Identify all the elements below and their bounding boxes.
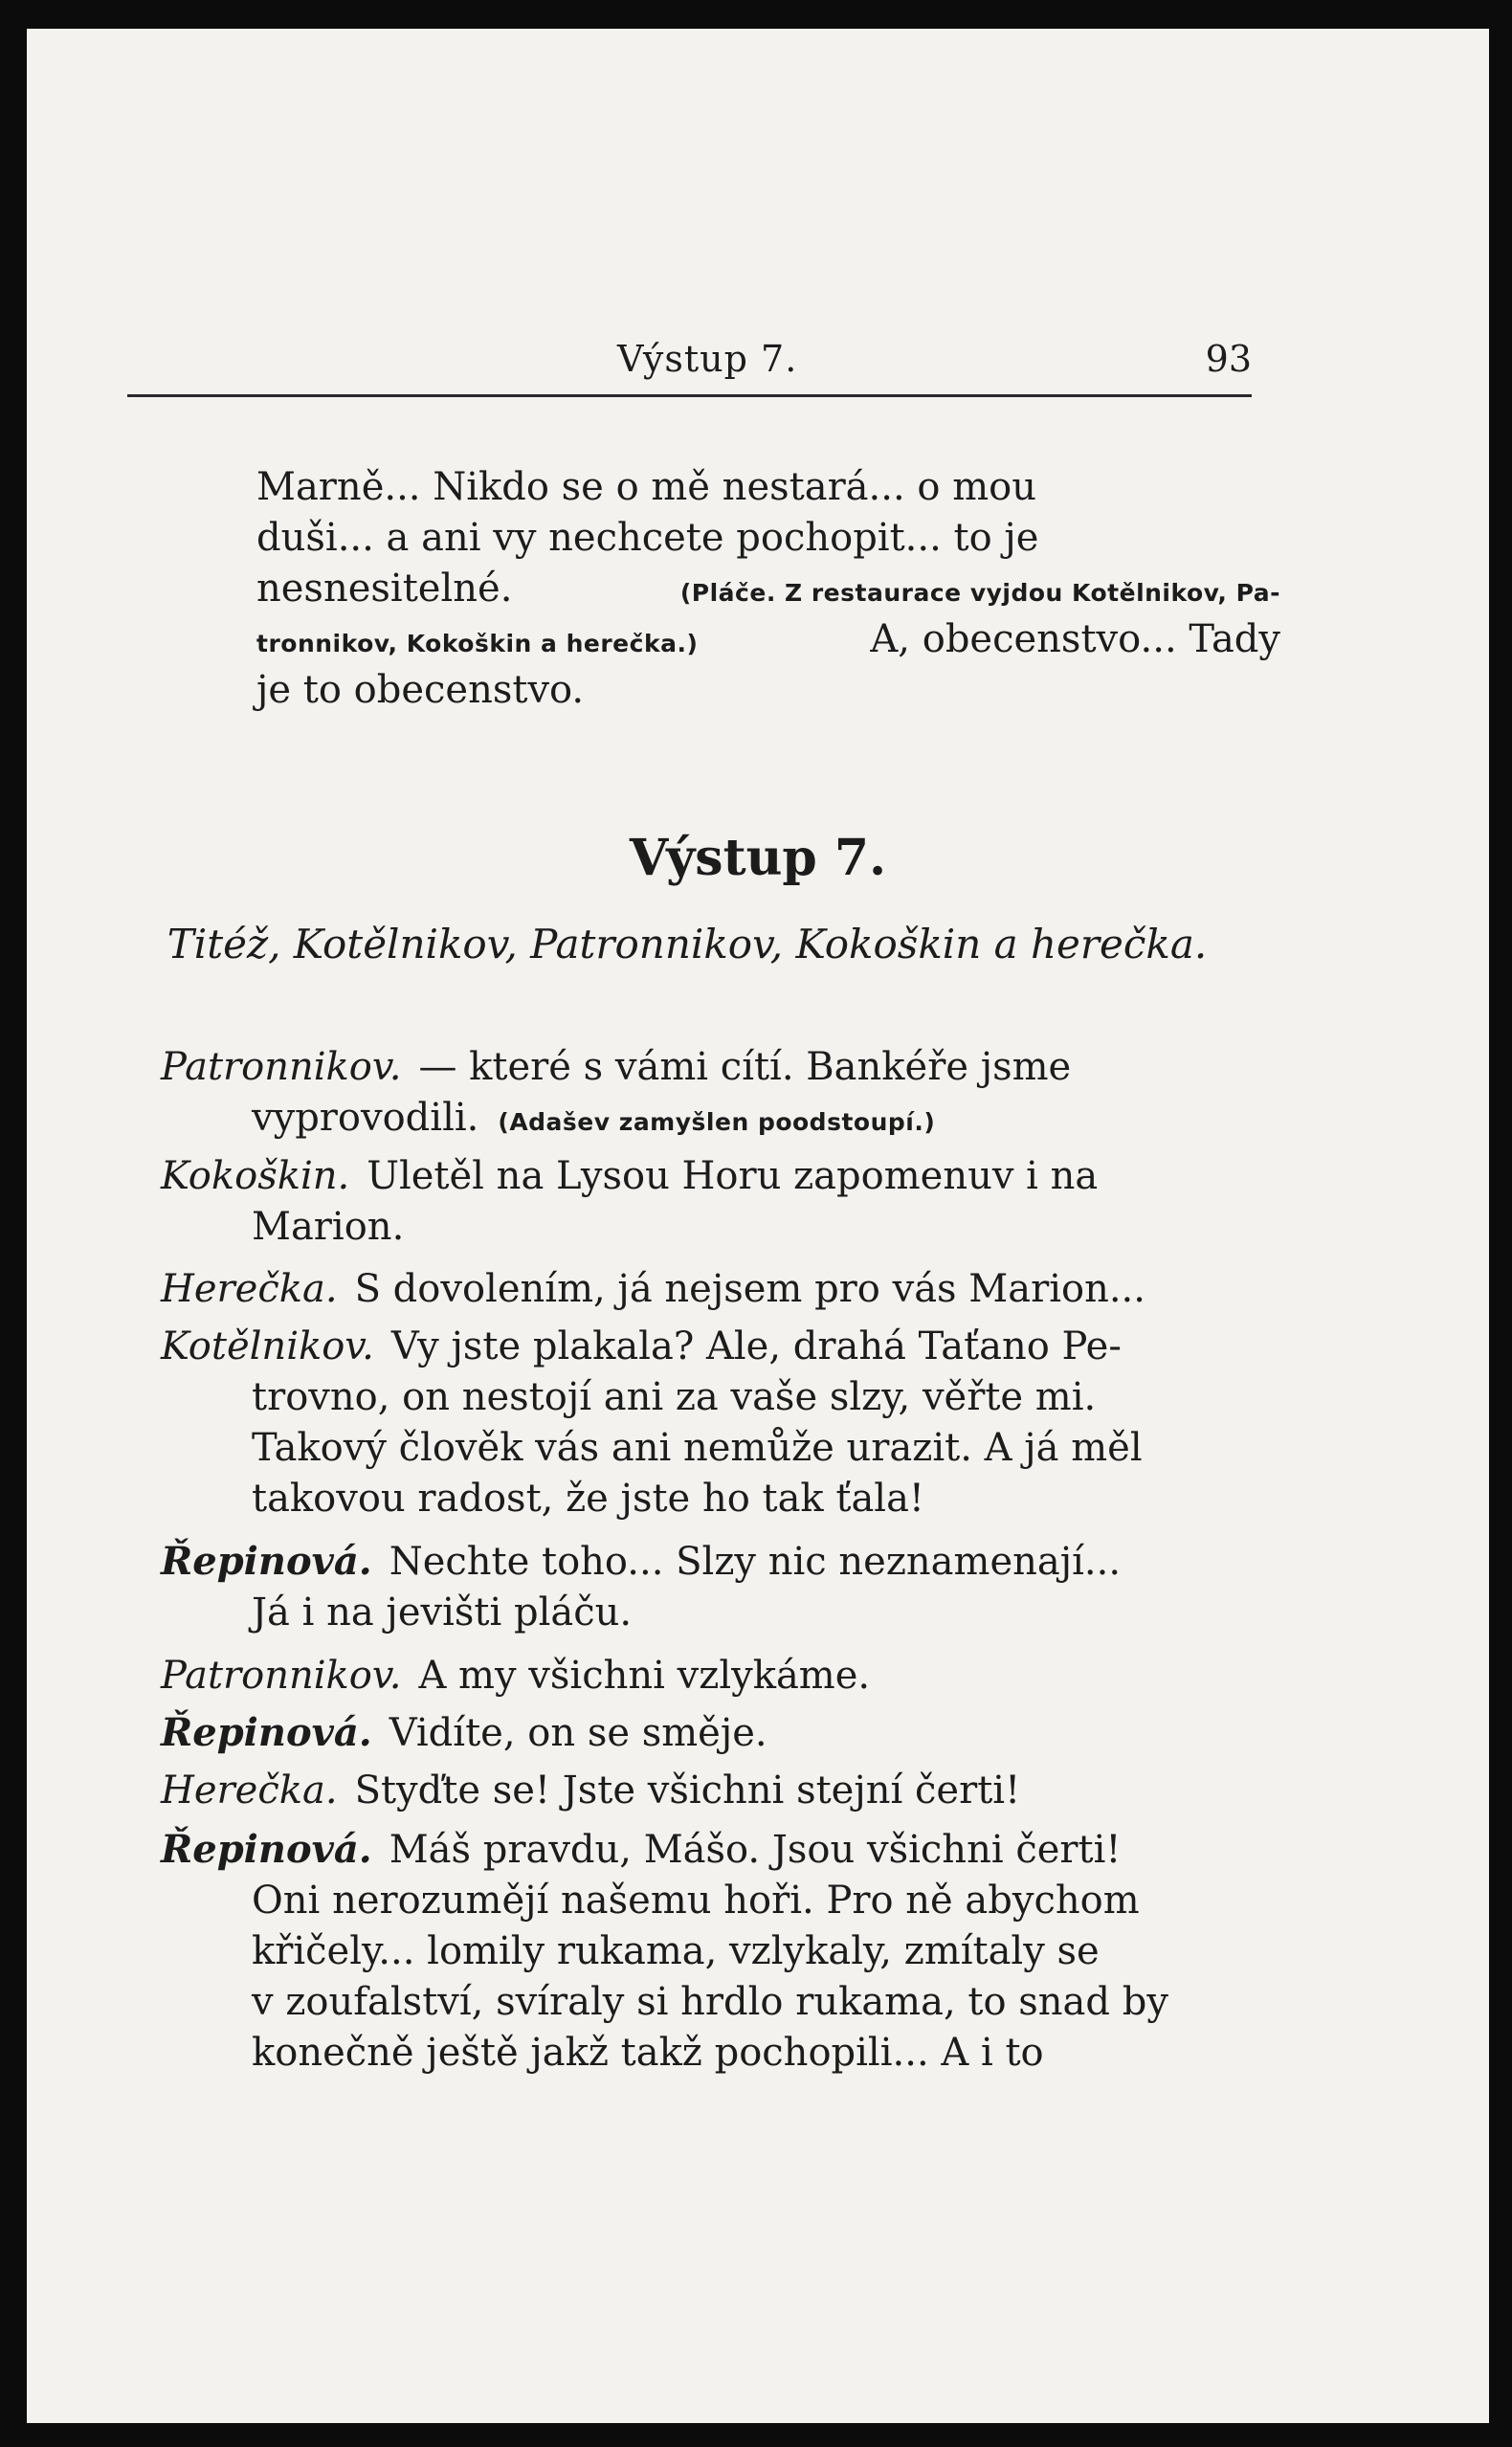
speech-text: Oni nerozumějí našemu hoři. Pro ně abychom xyxy=(252,1879,1140,1923)
speech-text: Máš pravdu, Mášo. Jsou všichni čerti! xyxy=(389,1828,1122,1872)
speech-first-line xyxy=(161,1263,1280,1314)
speech-first-line xyxy=(161,1321,1280,1371)
opening-line-2: duši... a ani vy nechcete pochopit... to je xyxy=(256,516,1039,560)
speech-text: Nechte toho... Slzy nic neznamenají... xyxy=(389,1540,1122,1584)
opening-line-1: Marně... Nikdo se o mě nestará... o mou xyxy=(256,465,1036,509)
stage-direction: (Pláče. Z restaurace vyjdou Kotělnikov, Pa- xyxy=(679,579,1280,607)
page-header xyxy=(127,325,1252,383)
text-line xyxy=(256,512,1280,563)
dialogue-entry xyxy=(161,1650,1280,1701)
header-rule xyxy=(127,394,1252,397)
speech-text: Vy jste plakala? Ale, drahá Taťano Pe- xyxy=(390,1324,1122,1368)
speech-first-line xyxy=(161,1536,1280,1587)
scene-cast: Titéž, Kotělnikov, Patronnikov, Kokoškin a herečka. xyxy=(167,921,1208,968)
speech-text: S dovolením, já nejsem pro vás Marion... xyxy=(354,1267,1145,1311)
speech-continuation xyxy=(252,1875,1280,1925)
speech-first-line xyxy=(161,1824,1280,1875)
speech-text: křičely... lomily rukama, vzlykaly, zmítaly se xyxy=(252,1929,1100,1973)
speaker-name: Patronnikov. xyxy=(161,1654,402,1698)
dialogue-entry xyxy=(161,1765,1280,1815)
speaker-name: Herečka. xyxy=(161,1267,338,1311)
stage-direction: tronnikov, Kokoškin a herečka.) xyxy=(256,630,699,657)
speech-continuation xyxy=(252,1976,1280,2027)
speech-continuation xyxy=(252,2027,1280,2078)
text-line xyxy=(256,563,1280,613)
speech-text: Vidíte, on se směje. xyxy=(389,1711,767,1755)
dialogue-entry xyxy=(161,1263,1280,1314)
speech-continuation xyxy=(252,1201,1280,1252)
speech-continuation xyxy=(252,1422,1280,1473)
opening-line-3: nesnesitelné. xyxy=(256,567,513,611)
speech-text: — které s vámi cítí. Bankéře jsme xyxy=(418,1045,1072,1089)
stage-direction: (Adašev zamyšlen poodstoupí.) xyxy=(498,1108,936,1136)
text-line xyxy=(256,613,1280,664)
speech-text: trovno, on nestojí ani za vaše slzy, věřte mi. xyxy=(252,1375,1097,1419)
text-line xyxy=(256,461,1280,512)
speech-text: vyprovodili. xyxy=(252,1096,479,1140)
book-page xyxy=(27,29,1489,2423)
speech-continuation xyxy=(252,1371,1280,1422)
speech-first-line xyxy=(161,1650,1280,1701)
speech-continuation xyxy=(252,1473,1280,1524)
scene-heading: Výstup 7. xyxy=(629,829,887,887)
speaker-name: Herečka. xyxy=(161,1769,338,1813)
speech-text: Uletěl na Lysou Horu zapomenuv i na xyxy=(367,1154,1099,1198)
speech-text: A my všichni vzlykáme. xyxy=(418,1654,871,1698)
speech-first-line xyxy=(161,1041,1280,1092)
running-title: Výstup 7. xyxy=(617,338,798,380)
speech-continuation xyxy=(252,1925,1280,1976)
speaker-name: Řepinová. xyxy=(161,1710,372,1755)
dialogue-entry xyxy=(161,1824,1280,2078)
page-number: 93 xyxy=(1205,338,1252,380)
speech-text: takovou radost, že jste ho tak ťala! xyxy=(252,1477,925,1521)
speaker-name: Kotělnikov. xyxy=(161,1324,374,1368)
dialogue-entry xyxy=(161,1321,1280,1524)
dialogue-entry xyxy=(161,1150,1280,1252)
speaker-name: Řepinová. xyxy=(161,1539,372,1584)
speech-text: konečně ještě jakž takž pochopili... A i to xyxy=(252,2031,1044,2075)
dialogue-entry xyxy=(161,1536,1280,1637)
opening-line-4: A, obecenstvo... Tady xyxy=(870,617,1280,661)
dialogue-entry xyxy=(161,1041,1280,1143)
speech-text: Marion. xyxy=(252,1205,405,1249)
speech-first-line xyxy=(161,1765,1280,1815)
speech-continuation xyxy=(252,1587,1280,1637)
opening-line-5: je to obecenstvo. xyxy=(256,668,585,712)
speaker-name: Řepinová. xyxy=(161,1827,372,1872)
speech-text: Takový člověk vás ani nemůže urazit. A já měl xyxy=(252,1426,1143,1470)
speech-first-line xyxy=(161,1707,1280,1758)
speaker-name: Patronnikov. xyxy=(161,1045,402,1089)
speaker-name: Kokoškin. xyxy=(161,1154,350,1198)
speech-first-line xyxy=(161,1150,1280,1201)
dialogue-entry xyxy=(161,1707,1280,1758)
text-line xyxy=(256,664,1280,715)
speech-continuation xyxy=(252,1092,1280,1143)
speech-text: Styďte se! Jste všichni stejní čerti! xyxy=(354,1769,1021,1813)
speech-text: v zoufalství, svíraly si hrdlo rukama, to snad by xyxy=(252,1980,1168,2024)
opening-paragraph xyxy=(256,461,1280,715)
speech-text: Já i na jevišti pláču. xyxy=(252,1591,633,1635)
